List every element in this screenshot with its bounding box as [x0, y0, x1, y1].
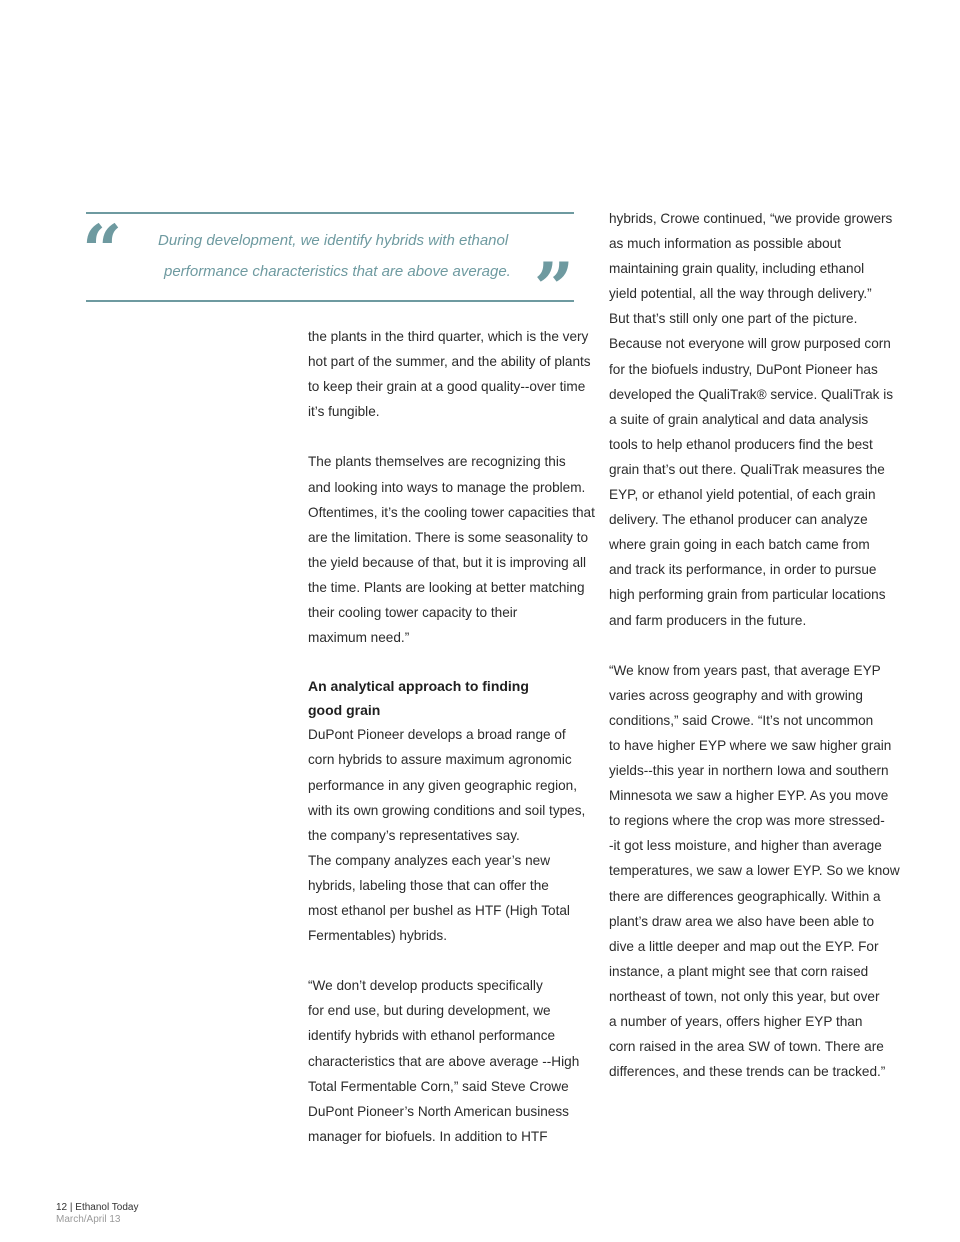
page-footer — [56, 1202, 138, 1226]
text-line: “We don’t develop products specifically — [308, 978, 543, 994]
text-line: Because not everyone will grow purposed corn — [609, 336, 891, 352]
text-line: corn raised in the area SW of town. There are — [609, 1039, 884, 1055]
text-line: for end use, but during development, we — [308, 1003, 551, 1019]
text-line: to regions where the crop was more stressed- — [609, 813, 885, 829]
text-line: The company analyzes each year’s new — [308, 852, 551, 868]
text-line: corn hybrids to assure maximum agronomic — [308, 752, 572, 768]
text-line: DuPont Pioneer develops a broad range of — [308, 727, 566, 743]
text-line: the yield because of that, but it is improving all — [308, 554, 587, 570]
text-line: Total Fermentable Corn,” said Steve Crowe — [308, 1078, 569, 1094]
text-line: where grain going in each batch came from — [609, 537, 870, 553]
text-line: their cooling tower capacity to their — [308, 605, 518, 621]
text-line: high performing grain from particular locations — [609, 587, 886, 603]
pull-quote-line: During development, we identify hybrids with ethanol — [158, 232, 509, 249]
page-number-publication: 12 | Ethanol Today — [56, 1202, 139, 1213]
subheading-line: An analytical approach to finding — [308, 678, 529, 695]
text-line: conditions,” said Crowe. “It’s not uncommon — [609, 712, 874, 728]
text-line: and track its performance, in order to pursue — [609, 562, 877, 578]
text-line: identify hybrids with ethanol performance — [308, 1028, 556, 1044]
text-line: northeast of town, not only this year, but over — [609, 988, 880, 1004]
text-line: The plants themselves are recognizing this — [308, 454, 566, 470]
text-line: yields--this year in northern Iowa and southern — [609, 763, 889, 779]
text-line: instance, a plant might see that corn raised — [609, 963, 869, 979]
text-line: hybrids, Crowe continued, “we provide growers — [609, 211, 893, 226]
text-line: temperatures, we saw a lower EYP. So we know — [609, 863, 900, 879]
text-line: as much information as possible about — [609, 236, 841, 252]
pull-quote — [82, 209, 574, 330]
text-line: for the biofuels industry, DuPont Pioneer has — [609, 361, 878, 377]
text-line: tools to help ethanol producers find the best — [609, 436, 873, 452]
text-line: Oftentimes, it’s the cooling tower capacities that — [308, 504, 595, 520]
text-line: and farm producers in the future. — [609, 612, 807, 628]
text-line: a suite of grain analytical and data analysis — [609, 411, 869, 427]
text-line: EYP, or ethanol yield potential, of each grain — [609, 487, 876, 503]
text-line: -it got less moisture, and higher than average — [609, 838, 882, 854]
text-line: and looking into ways to manage the problem. — [308, 479, 586, 495]
text-line: manager for biofuels. In addition to HTF — [308, 1128, 548, 1144]
section-subheading — [308, 675, 578, 722]
text-line: Minnesota we saw a higher EYP. As you move — [609, 788, 889, 804]
subheading-line: good grain — [308, 701, 381, 718]
text-line: maximum need.” — [308, 630, 410, 646]
text-line: characteristics that are above average --High — [308, 1053, 580, 1069]
text-line: plant’s draw area we also have been able to — [609, 913, 875, 929]
paragraph — [609, 658, 900, 1085]
text-line: it’s fungible. — [308, 404, 380, 420]
text-line: the plants in the third quarter, which is the very — [308, 329, 589, 344]
issue-date: March/April 13 — [56, 1214, 121, 1225]
text-line: varies across geography and with growing — [609, 687, 863, 703]
text-line: Fermentables) hybrids. — [308, 928, 448, 944]
text-line: a number of years, offers higher EYP than — [609, 1014, 863, 1029]
text-line: hybrids, labeling those that can offer the — [308, 877, 549, 893]
paragraph — [308, 449, 595, 650]
text-line: there are differences geographically. Within a — [609, 888, 881, 904]
paragraph — [308, 324, 591, 424]
text-line: most ethanol per bushel as HTF (High Total — [308, 902, 570, 918]
text-line: But that’s still only one part of the picture. — [609, 311, 858, 327]
article-column-middle — [308, 324, 595, 1149]
text-line: to have higher EYP where we saw higher grain — [609, 737, 892, 753]
text-line: with its own growing conditions and soil types, — [308, 802, 586, 818]
text-line: delivery. The ethanol producer can analyze — [609, 512, 868, 528]
paragraph — [308, 973, 578, 1149]
text-line: dive a little deeper and map out the EYP. For — [609, 938, 879, 954]
text-line: grain that’s out there. QualiTrak measures the — [609, 461, 885, 477]
text-line: yield potential, all the way through delivery.” — [609, 286, 872, 302]
text-line: the company’s representatives say. — [308, 827, 520, 843]
text-line: “We know from years past, that average EYP — [609, 662, 881, 678]
pull-quote-line: performance characteristics that are above average. — [164, 263, 511, 280]
close-quote-mark: ” — [533, 247, 574, 330]
text-line: the time. Plants are looking at better matching — [308, 579, 585, 595]
article-column-right — [609, 206, 900, 1084]
text-line: to keep their grain at a good quality--over time — [308, 379, 586, 395]
text-line: performance in any given geographic region, — [308, 777, 578, 793]
paragraph — [308, 722, 586, 948]
text-line: DuPont Pioneer’s North American business — [308, 1103, 569, 1119]
text-line: maintaining grain quality, including ethanol — [609, 261, 865, 277]
text-line: hot part of the summer, and the ability of plants — [308, 354, 591, 370]
paragraph — [609, 206, 894, 633]
open-quote-mark: “ — [82, 209, 123, 292]
text-line: developed the QualiTrak® service. QualiTrak is — [609, 386, 894, 402]
text-line: differences, and these trends can be tracked.” — [609, 1064, 886, 1080]
text-line: are the limitation. There is some seasonality to — [308, 529, 589, 545]
